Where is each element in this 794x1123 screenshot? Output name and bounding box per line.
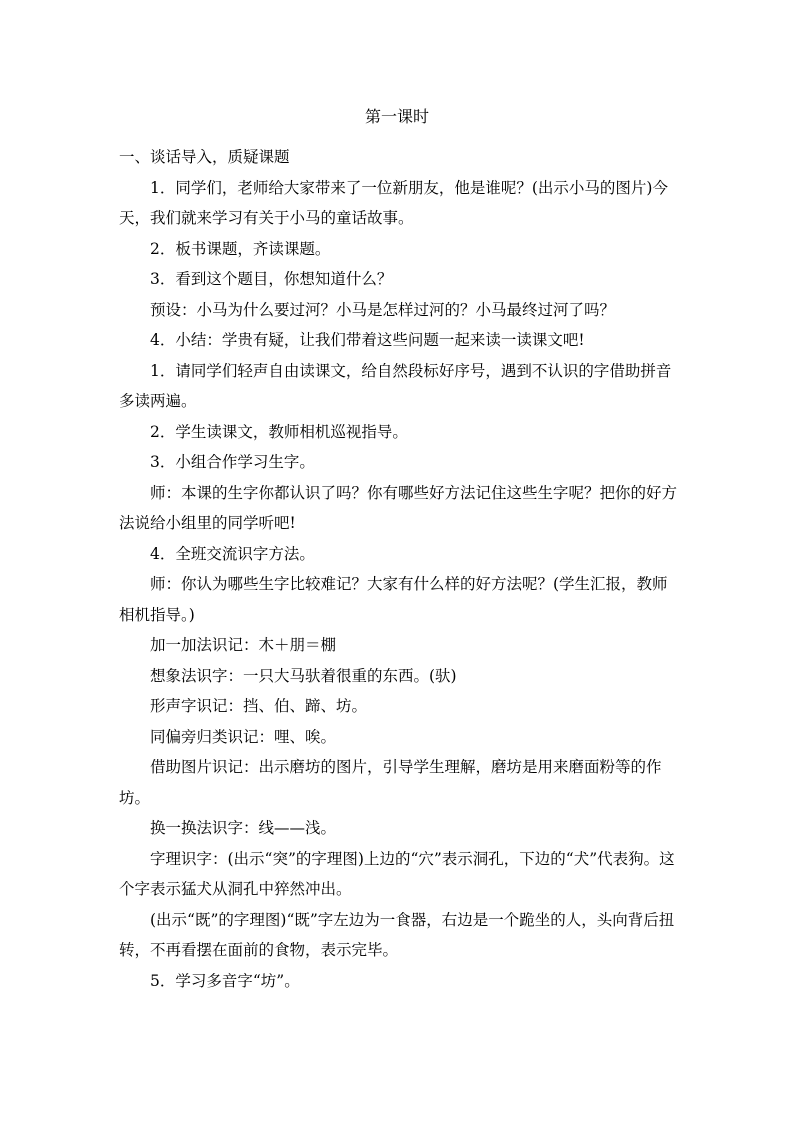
paragraph: 字理识字：(出示“突”的字理图)上边的“穴”表示洞孔，下边的“犬”代表狗。这个字表示猛犬从洞孔中猝然冲出。	[119, 849, 675, 898]
paragraph: 1．请同学们轻声自由读课文，给自然段标好序号，遇到不认识的字借助拼音多读两遍。	[119, 361, 672, 410]
paragraph: 3．小组合作学习生字。	[150, 453, 315, 471]
paragraph: 1．同学们，老师给大家带来了一位新朋友，他是谁呢？(出示小马的图片)今天，我们就来学习有关于小马的童话故事。	[119, 178, 668, 227]
paragraph: 师：本课的生字你都认识了吗？你有哪些好方法记住这些生字呢？把你的好方法说给小组里的同学听吧!	[119, 483, 678, 532]
page-title: 第一课时	[364, 107, 429, 126]
paragraph: 5．学习多音字“坊”。	[150, 971, 300, 990]
paragraph: 借助图片识记：出示磨坊的图片，引导学生理解，磨坊是用来磨面粉等的作坊。	[119, 758, 662, 807]
paragraph: 换一换法识字：线——浅。	[150, 819, 337, 837]
paragraph: 同偏旁归类识记：哩、唉。	[150, 727, 337, 746]
paragraph: 4．全班交流识字方法。	[150, 544, 315, 563]
paragraph: 师：你认为哪些生字比较难记？大家有什么样的好方法呢？(学生汇报，教师相机指导。)	[119, 575, 668, 624]
paragraph: 4．小结：学贵有疑，让我们带着这些问题一起来读一读课文吧!	[150, 331, 585, 349]
paragraph: 2．板书课题，齐读课题。	[150, 239, 331, 258]
paragraph: 3．看到这个题目，你想知道什么？	[150, 270, 393, 288]
paragraph: 预设：小马为什么要过河？小马是怎样过河的？小马最终过河了吗？	[150, 300, 616, 319]
paragraph: 加一加法识记：木＋朋＝棚	[150, 636, 337, 654]
paragraph: 形声字识记：挡、伯、蹄、坊。	[150, 697, 368, 715]
section-heading: 一、谈话导入，质疑课题	[119, 148, 290, 166]
document-body	[119, 142, 679, 996]
paragraph: (出示“既”的字理图)“既”字左边为一食器，右边是一个跪坐的人，头向背后扭转，不再看摆在面前的食物，表示完毕。	[119, 910, 675, 959]
paragraph: 2．学生读课文，教师相机巡视指导。	[150, 422, 408, 441]
paragraph: 想象法识字：一只大马驮着很重的东西。(驮)	[150, 666, 457, 685]
